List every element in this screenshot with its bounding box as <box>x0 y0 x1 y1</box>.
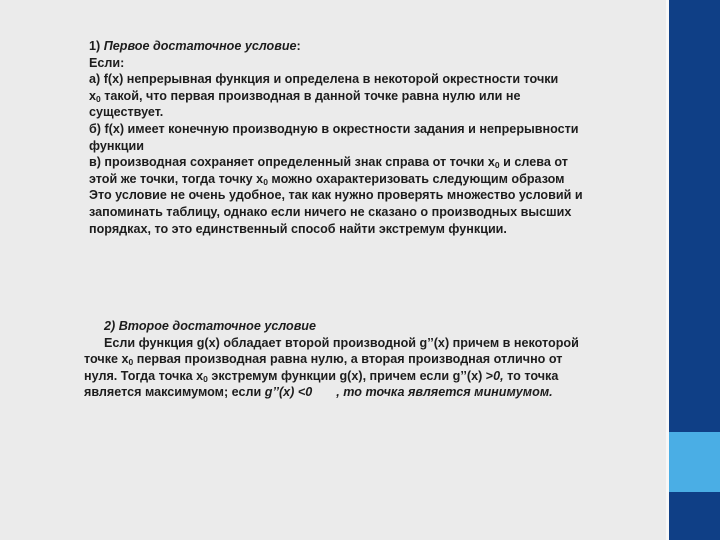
condition-a-line-2 <box>89 88 583 105</box>
first-condition-block <box>89 38 583 237</box>
condition-a-line-1: а) f(x) непрерывная функция и определена в некоторой окрестности точки <box>89 72 559 87</box>
subscript: 0 <box>203 373 208 384</box>
condition-b-line-2: функции <box>89 138 144 153</box>
second-condition-text: первая производная равна нулю, а вторая производная отлично от <box>133 352 563 367</box>
note-line-1: Это условие не очень удобное, так как нужно проверять множество условий и <box>89 188 583 203</box>
second-condition-text: точке x <box>84 352 129 367</box>
condition-c-text: и слева от <box>499 155 568 170</box>
second-condition-line-3 <box>84 368 579 385</box>
second-condition-heading: 2) Второе достаточное условие <box>104 319 317 333</box>
condition-a-text: такой, что первая производная в данной точке равна нулю или не <box>100 88 521 103</box>
condition-c-text: можно охарактеризовать следующим образом <box>267 171 565 186</box>
second-condition-block <box>84 318 579 401</box>
if-label: Если: <box>89 55 125 70</box>
second-condition-italic: 0, <box>493 368 504 383</box>
condition-c-text: в) производная сохраняет определенный знак справа от точки x <box>89 155 495 170</box>
second-condition-text: то точка <box>503 368 559 383</box>
second-condition-line-2 <box>84 351 579 368</box>
condition-c-line-1 <box>89 154 583 171</box>
condition-a-line-3: существует. <box>89 105 164 120</box>
subscript: 0 <box>494 160 500 171</box>
subscript: 0 <box>96 93 101 104</box>
condition-c-text: этой же точки, тогда точку x <box>89 171 264 186</box>
subscript: 0 <box>263 176 268 187</box>
second-condition-italic: , то точка является минимумом. <box>336 385 553 400</box>
second-condition-italic: g’’(x) <0 <box>264 385 313 400</box>
note-line-2: запоминать таблицу, однако если ничего не сказано о производных высших <box>89 204 572 219</box>
x-variable: x <box>89 88 97 103</box>
condition-c-line-2 <box>89 171 583 188</box>
second-condition-line-1: Если функция g(x) обладает второй производной g’’(x) причем в некоторой <box>104 335 579 350</box>
first-condition-heading <box>89 38 583 55</box>
condition-number: 1) <box>89 39 104 53</box>
second-condition-text: экстремум функции g(x), причем если g’’(x) > <box>207 368 494 383</box>
second-condition-text: является максимумом; если <box>84 385 265 400</box>
second-condition-text: нуля. Тогда точка x <box>84 368 204 383</box>
condition-title-suffix: : <box>296 39 301 53</box>
condition-title: Первое достаточное условие <box>103 39 297 53</box>
note-line-3: порядках, то это единственный способ найти экстремум функции. <box>89 221 507 236</box>
second-condition-line-4 <box>84 384 579 401</box>
condition-b-line-1: б) f(x) имеет конечную производную в окрестности задания и непрерывности <box>89 121 579 136</box>
decorative-sidebar-accent <box>669 432 720 492</box>
subscript: 0 <box>128 357 134 368</box>
